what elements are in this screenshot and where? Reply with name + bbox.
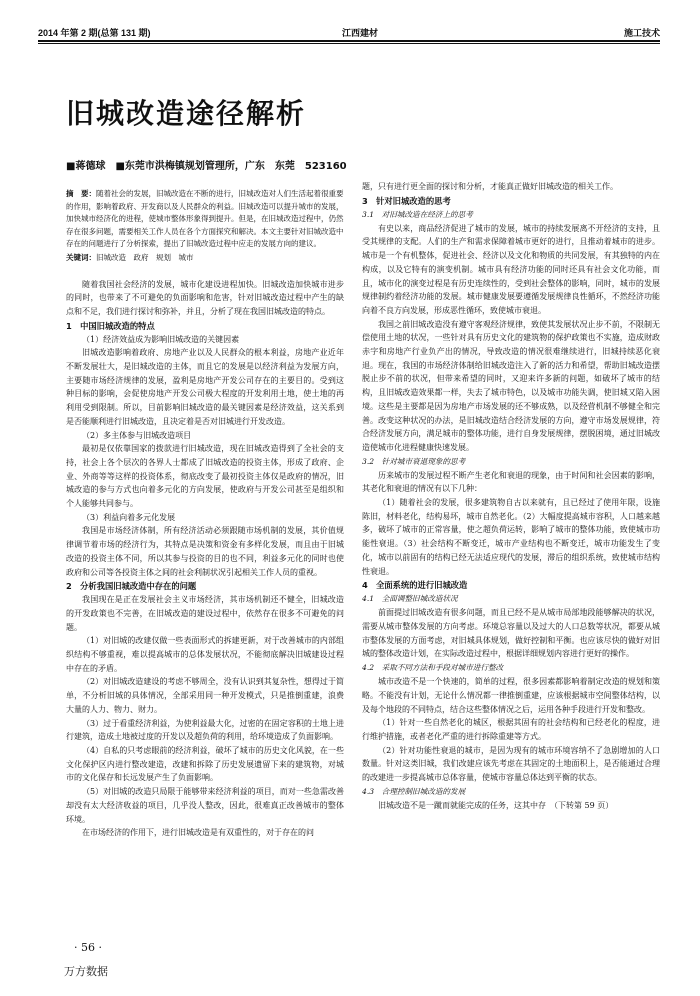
abstract-label: 摘 要： <box>66 189 96 198</box>
paragraph-3-1a: 有史以来，商品经济促进了城市的发展，城市的持续发展离不开经济的支持，且受其规律的支配。人们的生产和需求保障着城市更好的进行，且推动着城市的进步。城市是一个有机整体，促进社会、经济以及文化和物质的共同发展，有其独特的内在构成，以及它特有的演变机制。城市具有经济功能的同时还具有社会文化功能，而且，城市化的演变过程是有历史连续性的，受到社会整体的影响，同时，城市的发展规律制约着经济功能的发展。城市健康发展要遵循发展规律良性循环，不然经济功能向着不良方向发展，形成恶性循环，致使城市衰退。 <box>362 223 660 315</box>
subheading-3-1: 3.1 对旧城改造在经济上的思考 <box>362 209 473 219</box>
paragraph-2-0: 我国现在是正在发展社会主义市场经济，其市场机制还不健全，旧城改造的开发政策也不完善，在旧城改造的建设过程中，依然存在很多不可避免的问题。 <box>66 595 344 632</box>
section-heading-1: 1 中国旧城改造的特点 <box>66 320 155 331</box>
section-heading-2: 2 分析我国旧城改造中存在的问题 <box>66 581 197 592</box>
paragraph-4-1: 前面提过旧城改造有很多问题，而且已经不是从城市局部地段能够解决的状况，需要从城市整体发展的方向考虑。环境总容量以及过大的人口总数等状况，都要从城市整体发展的方面考虑，对旧城具体规划，做好控制和平衡。也应该尽快的做好对旧城的整体改造计划，在实际改造过程中，根据详细规划内容进行更好的操作。 <box>362 608 660 659</box>
watermark: 万方数据 <box>64 965 108 978</box>
paragraph-2-5: （5）对旧城的改造只局限于能够带来经济利益的项目，而对一些急需改善却没有太大经济收益的项目，几乎没人整改，因此，很难真正改善城市的整体环境。 <box>66 787 344 824</box>
subheading-1-3: （3）利益向着多元化发展 <box>82 512 176 522</box>
paragraph-4-3: 旧城改造不是一蹴而就能完成的任务，这其中存 （下转第 59 页） <box>378 800 614 810</box>
abstract-text: 随着社会的发展，旧城改造在不断的进行，旧城改造对人们生活起着很重要的作用，影响着政府、开发商以及人民群众的利益。旧城改造可以提升城市的发展，加快城市经济化的进程，使城市整体形象得到提升。但是，在旧城改造过程中，仍然存在很多问题，需要相关工作人员在各个方面探究和解决。本文主要针对旧城改造中存在的问题进行了分析探索，提出了旧城改造过程中应走的发展方向的建议。 <box>66 189 344 248</box>
subheading-4-3: 4.3 合理控制旧城改造的发展 <box>362 786 466 796</box>
article-title: 旧城改造途径解析 <box>66 97 307 130</box>
author-line: ■蒋德球 ■东莞市洪梅镇规划管理所，广东 东莞 523160 <box>66 161 347 172</box>
paragraph-3-1b: 我国之前旧城改造没有遵守客观经济规律，致使其发展状况止步不前，不限制无偿使用土地的状况，一些针对具有历史文化的建筑物的保护政策也不实施，造成财政赤字和房地产行业负产出的情况，导致改造的情况很难继续进行，旧城持续恶化衰退。现在，我国的市场经济体制给旧城改造注入了新的活力和希望，帮助旧城改造摆脱止步不前的状况，但带来希望的同时，又迎来许多新的问题，如破坏了城市的结构，且旧城改造效果都一样，失去了城市特色，以及城市功能失调，使旧城又陷入困境。这些是主要都是因为房地产市场发展的还不够成熟，以及经营机制不够健全和完善。改变这种状况的办法，是旧城改造结合经济发展的方向，遵守市场发展规律，符合经济发展方向，满足城市的整体功能，进行自身发展规律，摆脱困境，通过旧城改造使城市化进程健康快速发展。 <box>362 319 660 452</box>
page-number: · 56 · <box>74 941 102 954</box>
subheading-4-2: 4.2 采取不同方法和手段对城市进行整改 <box>362 663 504 673</box>
paragraph-1-1: 旧城改造影响着政府、房地产业以及人民群众的根本利益，房地产业近年不断发展壮大，是旧城改造的主体，而且它的发展是以经济利益为发展方向，主要随市场经济规律的发展，盈利是房地产开发公司存在的主要目的。受到这种目标的影响，会促使房地产开发公司极大程度的开发利用土地，使土地的再利用受到限制。所以，目前影响旧城改造的最关键因素是经济效益，这关系到是否能顺利进行旧城改造，且决定着是否对旧城进行开发改造。 <box>66 348 344 426</box>
header-rule-thin <box>38 43 660 44</box>
issue-label: 2014 年第 2 期(总第 131 期) <box>38 28 151 38</box>
header-rule <box>38 40 660 42</box>
subheading-1-1: （1）经济效益成为影响旧城改造的关键因素 <box>82 334 240 344</box>
paragraph-2-3: （3）过于看重经济利益，为使利益最大化，过密的在固定容积的土地上进行建筑，造成土地被过度的开发以及超负荷的利用，给环境造成了负面影响。 <box>66 718 344 742</box>
section-label: 施工技术 <box>623 28 660 38</box>
paragraph-1-2: 最初是仅依靠国家的拨款进行旧城改造，现在旧城改造得到了全社会的支持，社会上各个层次的各界人士都成了旧城改造的投资主体，形成了政府、企业、外商等等这样的投资体系，彻底改变了最初投资主体仅是政府的情况，旧城改造的参与方式也向着多元化的方向发展，使政府与开发公司甚至是组织和个人能够共同参与。 <box>66 444 344 509</box>
left-column <box>66 188 344 840</box>
paragraph-2-6: 在市场经济的作用下，进行旧城改造是有双重性的，对于存在的问 <box>82 828 314 838</box>
paragraph-continued: 题，只有进行更全面的探讨和分析，才能真正做好旧城改造的相关工作。 <box>362 182 618 191</box>
paragraph-4-2c: （2）针对功能性衰退的城市，是因为现有的城市环境容纳不了急剧增加的人口数量。针对这类旧城，我们改建应该先考虑在其固定的土地面积上，是否能通过合理的改建进一步提高城市总体容量，使城市容量总体达到平衡的状态。 <box>362 745 660 783</box>
paragraph-2-4: （4）自私的只考虑眼前的经济利益，破坏了城市的历史文化风貌，在一些文化保护区内进行整改建造，改建和拆除了历史发展遗留下来的建筑物，对城市的文化保存和长远发展产生了负面影响。 <box>66 746 344 783</box>
subheading-1-2: （2）多主体参与旧城改造项目 <box>82 430 192 440</box>
intro-paragraph: 随着我国社会经济的发展，城市化建设进程加快。旧城改造加快城市进步的同时，也带来了不可避免的负面影响和危害，针对旧城改造过程中产生的缺点和不足，我们进行探讨和弥补，并且，分析了现在我国旧城改造的特点。 <box>66 279 344 316</box>
journal-name: 江西建材 <box>342 28 379 38</box>
paragraph-3-2a: 历来城市的发展过程不断产生老化和衰退的现象，由于时间和社会因素的影响，其老化和衰退的情况有以下几种： <box>362 470 660 494</box>
paragraph-4-2a: 城市改造不是一个快速的，简单的过程，很多因素都影响着制定改造的规划和策略。不能没有计划，无论什么情况都一律推倒重建，应该根据城市空间整体结构，以及每个地段的不同特点，结合这些整体情况之后，运用各种手段进行开发和整改。 <box>362 677 660 714</box>
subheading-3-2: 3.2 针对城市衰退现象的思考 <box>362 456 466 466</box>
paragraph-3-2b: （1）随着社会的发展，很多建筑物自古以来就有，且已经过了使用年限，设施陈旧，材料老化，结构易坏，城市自然老化。（2）大幅度提高城市容积，人口越来越多，破坏了城市的正常容量，使之超负荷运转，影响了城市的整体功能，致使城市功能性衰退。（3）社会结构不断变迁，城市产业结构也不断变迁，城市功能发生了变化，城市以前固有的结构已经无法适应现代的发展，滞后的组织系统，致使城市结构性衰退。 <box>362 498 660 576</box>
paragraph-1-3: 我国是市场经济体制，所有经济活动必须跟随市场机制的发展，其价值规律调节着市场的经济行为，其特点是决策和资金有多样化发展，而且由于旧城改造的投资主体不同，所以其参与投资的目的也不同，利益多元化的同时也使政府和公司等各投资主体之间的社会利制状况引起相关工作人员的重视。 <box>66 526 344 577</box>
paragraph-4-2b: （1）针对一些自然老化的城区，根据其固有的社会结构和已经老化的程度，进行维护措施，或者老化严重的进行拆除重建等方式。 <box>362 718 660 741</box>
keywords <box>66 251 344 264</box>
paragraph-2-2: （2）对旧城改造建设的考虑不够周全，没有认识到其复杂性，想得过于简单，不分析旧城的具体情况，全部采用同一种开发模式，只是推倒重建，浪费大量的人力、物力、财力。 <box>66 677 344 714</box>
paragraph-2-1: （1）对旧城的改建仅做一些表面形式的拆建更新，对于改善城市的内部组织结构不够重视，难以提高城市的总体发展状况，不能彻底解决旧城建设过程中存在的矛盾。 <box>66 636 344 673</box>
right-column <box>362 180 660 812</box>
running-header <box>38 22 660 40</box>
section-heading-4: 4 全面系统的进行旧城改造 <box>362 580 468 591</box>
abstract <box>66 188 344 251</box>
keywords-label: 关键词： <box>66 252 96 262</box>
section-heading-3: 3 针对旧城改造的思考 <box>362 195 451 206</box>
subheading-4-1: 4.1 全面调整旧城改造状况 <box>362 594 458 604</box>
keywords-text: 旧城改造 政府 规划 城市 <box>96 252 194 262</box>
